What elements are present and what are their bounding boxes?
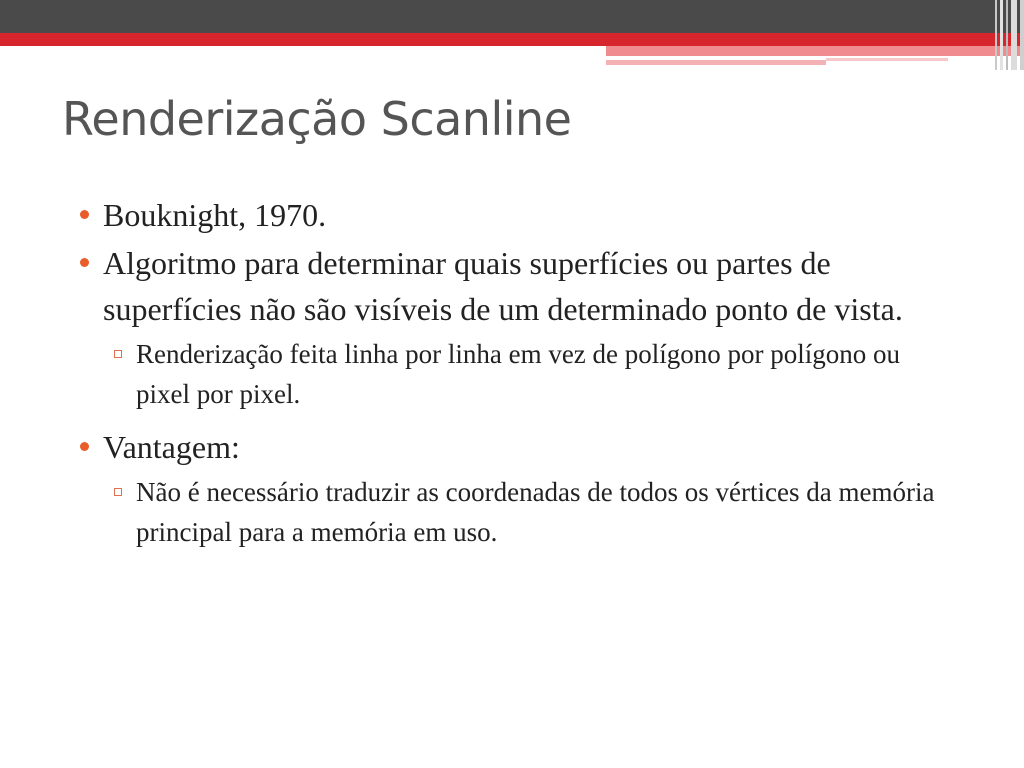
bullet-item bbox=[80, 424, 960, 552]
bullet-dot-icon bbox=[80, 210, 89, 219]
header-banner-pink-line bbox=[826, 58, 948, 61]
sub-bullet-item bbox=[103, 334, 960, 414]
bullet-text: Algoritmo para determinar quais superfícies ou partes de superfícies não são visíveis de um determinado ponto de vista. bbox=[103, 245, 903, 327]
bullet-text: Vantagem: bbox=[103, 429, 240, 465]
bullet-item bbox=[80, 192, 960, 238]
header-banner-pink-thin bbox=[606, 60, 826, 65]
bullet-dot-icon bbox=[80, 258, 89, 267]
bullet-item bbox=[80, 240, 960, 414]
slide-content bbox=[80, 192, 960, 562]
sub-bullet-text: Não é necessário traduzir as coordenadas de todos os vértices da memória principal para a memória em uso. bbox=[136, 477, 935, 547]
sub-bullet-square-icon bbox=[114, 350, 122, 358]
sub-bullet-square-icon bbox=[114, 488, 122, 496]
sub-bullet-list bbox=[103, 334, 960, 414]
decorative-stripes bbox=[992, 0, 1024, 70]
bullet-dot-icon bbox=[80, 442, 89, 451]
header-banner-red bbox=[0, 33, 1024, 46]
sub-bullet-text: Renderização feita linha por linha em vez de polígono por polígono ou pixel por pixel. bbox=[136, 339, 901, 409]
bullet-list bbox=[80, 192, 960, 552]
bullet-text: Bouknight, 1970. bbox=[103, 197, 327, 233]
sub-bullet-list bbox=[103, 472, 960, 552]
header-banner-dark bbox=[0, 0, 1024, 33]
header-banner-pink bbox=[606, 46, 1024, 56]
slide-title: Renderização Scanline bbox=[62, 92, 572, 146]
sub-bullet-item bbox=[103, 472, 960, 552]
